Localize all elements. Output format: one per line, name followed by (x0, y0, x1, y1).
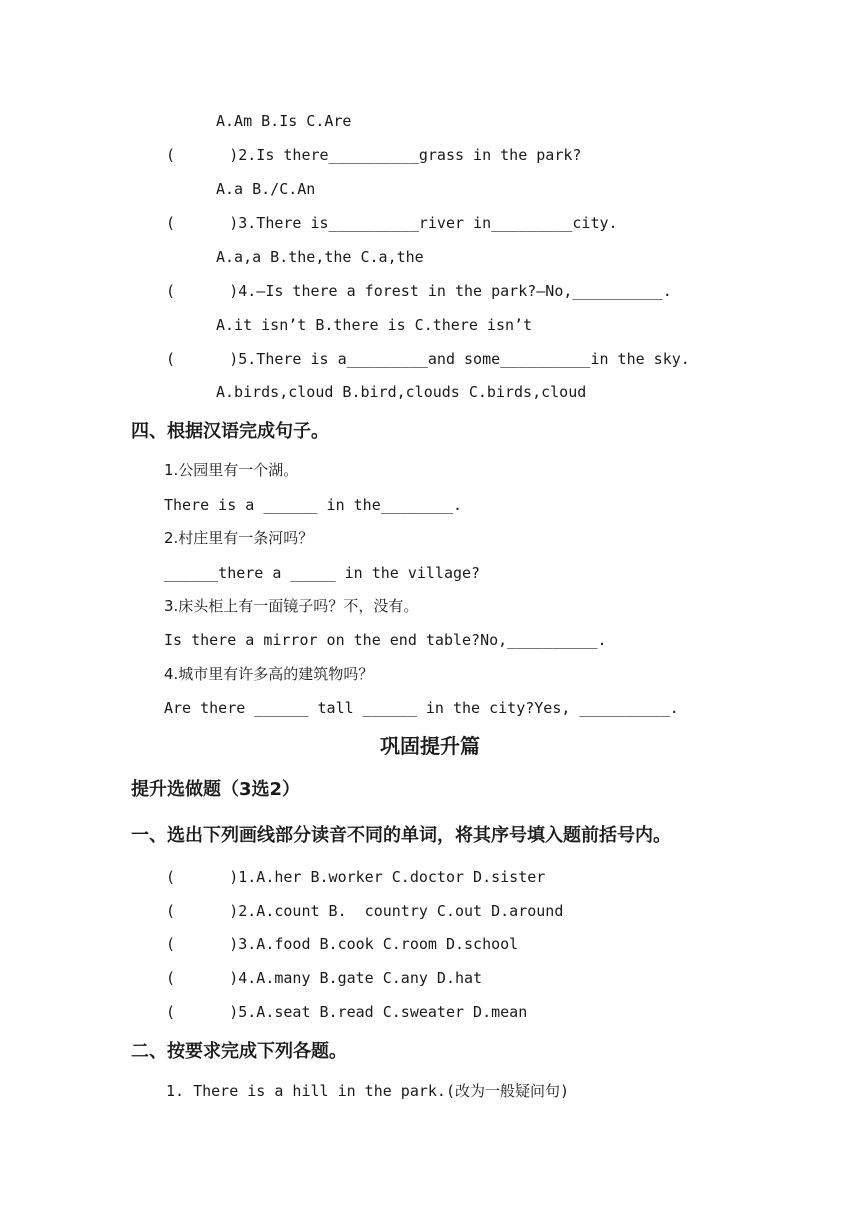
s2-item1: 1. There is a hill in the park.(改为一般疑问句) (166, 1082, 570, 1100)
section4-heading: 四、根据汉语完成句子。 (131, 421, 329, 442)
s1-item4: ( )4.A.many B.gate C.any D.hat (166, 969, 483, 987)
q5-stem: ( )5.There is a_________and some__________in the sky. (166, 350, 690, 368)
s4-item2-en: ______there a _____ in the village? (164, 564, 481, 582)
s4-item3-cn: 3.床头柜上有一面镜子吗？不，没有。 (164, 597, 419, 615)
s4-item4-cn: 4.城市里有许多高的建筑物吗？ (164, 665, 374, 683)
elective-heading: 提升选做题（3选2） (131, 779, 301, 800)
s1-item5: ( )5.A.seat B.read C.sweater D.mean (166, 1003, 528, 1021)
s4-item3-en: Is there a mirror on the end table?No,__________. (164, 631, 607, 649)
part-title: 巩固提升篇 (380, 734, 480, 758)
q3-options: A.a,a B.the,the C.a,the (216, 248, 424, 266)
s4-item1-cn: 1.公园里有一个湖。 (164, 461, 299, 479)
s4-item4-en: Are there ______ tall ______ in the city?Yes, __________. (164, 699, 679, 717)
section1-heading: 一、选出下列画线部分读音不同的单词，将其序号填入题前括号内。 (131, 825, 671, 846)
q4-stem: ( )4.—Is there a forest in the park?—No,__________. (166, 282, 672, 300)
s1-item2: ( )2.A.count B. country C.out D.around (166, 902, 564, 920)
s1-item3: ( )3.A.food B.cook C.room D.school (166, 935, 519, 953)
q5-options: A.birds,cloud B.bird,clouds C.birds,cloud (216, 383, 587, 401)
q4-options: A.it isn’t B.there is C.there isn’t (216, 316, 533, 334)
s1-item1: ( )1.A.her B.worker C.doctor D.sister (166, 868, 546, 886)
s4-item2-cn: 2.村庄里有一条河吗？ (164, 529, 314, 547)
q2-stem: ( )2.Is there__________grass in the park? (166, 146, 582, 164)
q1-options: A.Am B.Is C.Are (216, 112, 352, 130)
s4-item1-en: There is a ______ in the________. (164, 496, 463, 514)
section2-heading: 二、按要求完成下列各题。 (131, 1041, 347, 1062)
q2-options: A.a B./C.An (216, 180, 316, 198)
q3-stem: ( )3.There is__________river in_________city. (166, 214, 618, 232)
